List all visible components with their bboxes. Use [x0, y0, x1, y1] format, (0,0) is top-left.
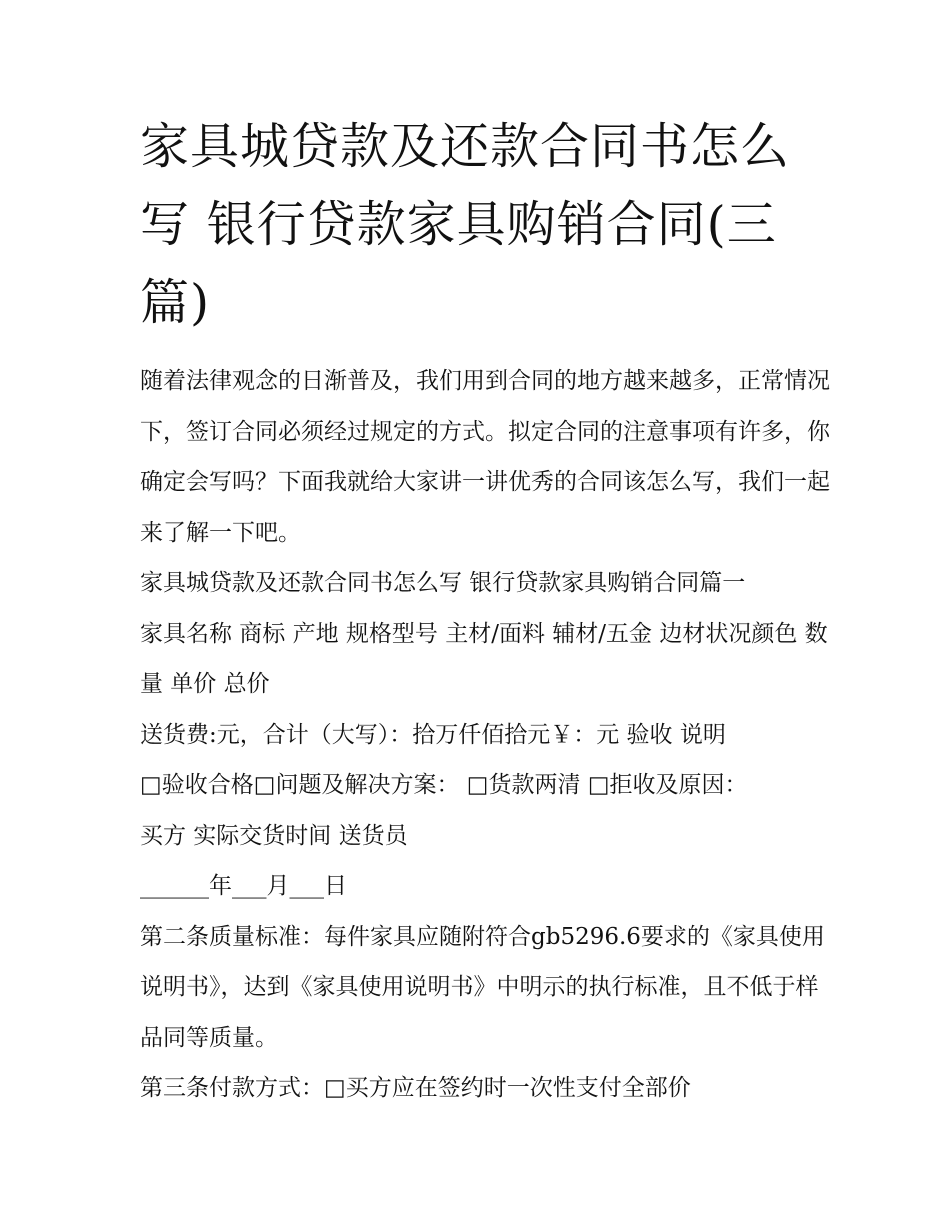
- payment-method-paragraph: 第三条付款方式：□买方应在签约时一次性支付全部价: [140, 1075, 691, 1101]
- quality-standard-paragraph: 第二条质量标准：每件家具应随附符合gb5296.6要求的《家具使用说明书》，达到《家具使用说明书》中明示的执行标准，且不低于样品同等质量。: [140, 923, 825, 1051]
- date-line: ______年___月___日: [140, 873, 347, 899]
- section-heading: 家具城贷款及还款合同书怎么写 银行贷款家具购销合同篇一: [140, 570, 746, 596]
- intro-paragraph: 随着法律观念的日渐普及，我们用到合同的地方越来越多，正常情况下，签订合同必须经过规定的方式。拟定合同的注意事项有许多，你确定会写吗？下面我就给大家讲一讲优秀的合同该怎么写，我们一起来了解一下吧。: [140, 368, 830, 546]
- item-columns-paragraph: 家具名称 商标 产地 规格型号 主材/面料 辅材/五金 边材状况颜色 数量 单价 总价: [140, 620, 828, 697]
- buyer-delivery-paragraph: 买方 实际交货时间 送货员: [140, 822, 408, 849]
- acceptance-options-paragraph: □验收合格□问题及解决方案： □货款两清 □拒收及原因：: [140, 772, 748, 798]
- delivery-fee-paragraph: 送货费:元，合计（大写）：拾万仟佰拾元￥：元 验收 说明: [140, 721, 726, 748]
- document-title: 家具城贷款及还款合同书怎么写 银行贷款家具购销合同(三篇): [140, 118, 791, 331]
- document-body: [140, 356, 830, 1114]
